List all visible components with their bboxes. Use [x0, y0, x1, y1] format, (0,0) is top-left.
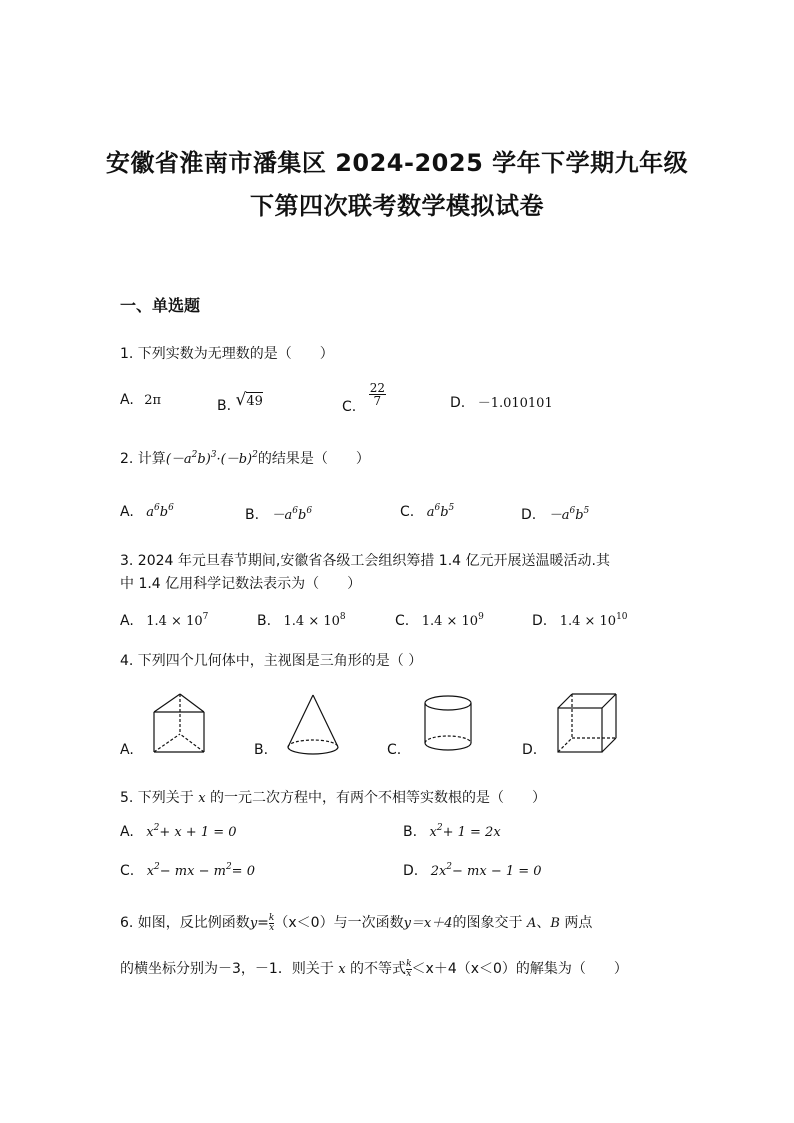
option-label: B. [245, 507, 260, 523]
exam-title-line2: 下第四次联考数学模拟试卷 [250, 192, 544, 220]
option-math: 2π [144, 393, 162, 408]
option-math: －1.010101 [477, 396, 553, 411]
option-math: $-a^6b^6$ [271, 506, 313, 523]
option-label: D. [403, 863, 419, 879]
option-label: A. [120, 392, 134, 408]
option-label: C. [342, 398, 357, 415]
cube-icon [554, 692, 618, 756]
question-3-option-d [532, 613, 628, 629]
fraction [369, 382, 386, 407]
question-1-option-d [450, 392, 553, 411]
question-4-stem: 4. 下列四个几何体中，主视图是三角形的是（ ） [120, 653, 423, 669]
question-5-option-d [403, 863, 542, 879]
question-2-option-b [245, 504, 312, 523]
option-math: $a^6b^5$ [426, 503, 455, 520]
option-label: D. [532, 613, 548, 629]
question-3-option-b [257, 613, 346, 629]
question-1-option-b [217, 390, 263, 414]
question-4-label-d: D. [522, 742, 538, 758]
question-1-stem: 1. 下列实数为无理数的是（ ） [120, 346, 334, 362]
question-5-option-b [403, 824, 501, 840]
option-math: $1.4 \times 10^{10}$ [559, 612, 628, 629]
stem-text: 2. 计算 [120, 451, 166, 467]
fraction: $\frac{k}{x}$ [268, 912, 275, 933]
option-label: A. [120, 613, 134, 629]
stem-text: 的结果是（ ） [257, 451, 370, 467]
cone-icon [285, 693, 341, 757]
question-2-stem [120, 448, 370, 468]
option-label: B. [403, 824, 418, 840]
question-3-line2: 中 1.4 亿用科学记数法表示为（ ） [120, 576, 362, 592]
option-label: C. [120, 863, 135, 879]
stem-expression: $(-a^2b)^3\cdot(-b)^2$ [165, 450, 258, 467]
option-math: $1.4 \times 10^8$ [283, 612, 346, 629]
option-math: $x^2+ x + 1 = 0$ [146, 823, 237, 840]
question-6-line2: 的横坐标分别为－3，－1．则关于 x 的不等式 $\frac{k}{x}$ ＜x＋4（x＜0）的解集为（ ） [120, 958, 628, 979]
numerator: 22 [369, 381, 385, 395]
option-math: $1.4 \times 10^7$ [146, 612, 209, 629]
question-6-line1: 6. 如图，反比例函数y= $\frac{k}{x}$ （x＜0）与一次函数y＝x＋4的图象交于 A、B 两点 [120, 912, 593, 933]
cylinder-icon [421, 693, 475, 755]
sqrt-icon: √ [235, 390, 247, 410]
exam-title-line1: 安徽省淮南市潘集区 2024-2025 学年下学期九年级 [105, 149, 689, 177]
question-4-label-c: C. [387, 742, 402, 758]
option-math: $1.4 \times 10^9$ [421, 612, 484, 629]
option-label: C. [400, 504, 415, 520]
option-math: $2x^2-$ mx − 1 = 0 [430, 862, 542, 879]
denominator: 7 [373, 394, 382, 408]
question-5-stem: 5. 下列关于 x 的一元二次方程中，有两个不相等实数根的是（ ） [120, 790, 547, 806]
question-2-option-a [120, 504, 174, 520]
fraction: $\frac{k}{x}$ [406, 958, 412, 979]
option-label: A. [120, 824, 134, 840]
option-label: D. [450, 395, 466, 411]
question-2-option-c [400, 504, 454, 520]
triangular-prism-icon [150, 692, 208, 756]
option-math: 49 [246, 394, 263, 409]
question-5-option-c [120, 863, 255, 879]
option-math: $x^2-$ mx − $m^2= 0$ [146, 862, 255, 879]
question-1-option-c [342, 381, 386, 415]
question-3-option-a [120, 613, 208, 629]
option-math: $-a^6b^5$ [548, 506, 590, 523]
question-2-option-d [521, 504, 589, 523]
option-math: $x^2+ 1 = 2x$ [429, 823, 501, 840]
question-4-label-a: A. [120, 742, 134, 758]
option-math: $a^6b^6$ [146, 503, 174, 520]
option-label: B. [217, 398, 232, 414]
question-4-label-b: B. [254, 742, 269, 758]
question-5-option-a [120, 824, 237, 840]
section-heading: 一、单选题 [120, 296, 201, 315]
option-label: D. [521, 507, 537, 523]
question-3-option-c [395, 613, 484, 629]
question-1-option-a [120, 392, 161, 408]
option-label: A. [120, 504, 134, 520]
option-label: B. [257, 613, 272, 629]
option-label: C. [395, 613, 410, 629]
question-3-line1: 3. 2024 年元旦春节期间,安徽省各级工会组织筹措 1.4 亿元开展送温暖活动.其 [120, 553, 610, 569]
